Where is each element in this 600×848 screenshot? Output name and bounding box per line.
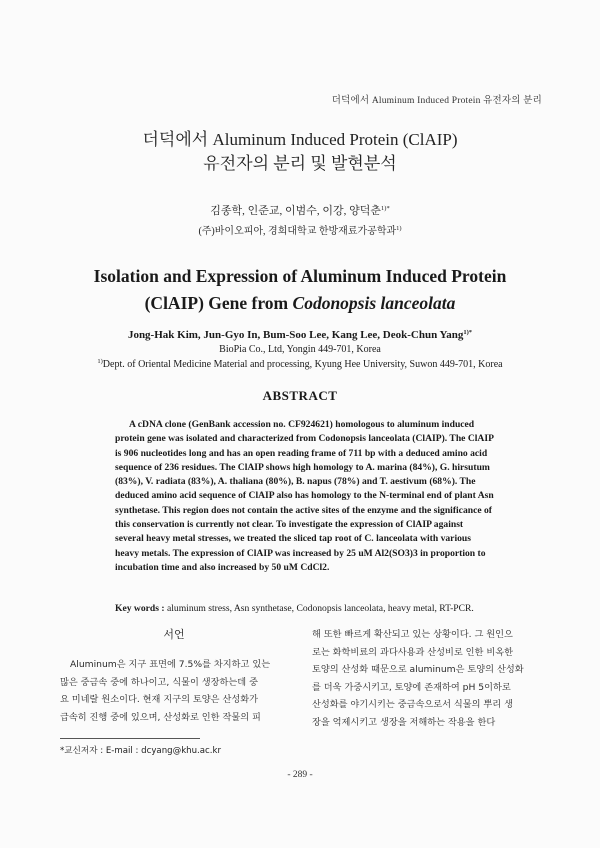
keywords	[115, 603, 515, 614]
body-line: 많은 중금속 중에 하나이고, 식물이 생장하는데 중	[60, 676, 258, 688]
left-column-text	[60, 656, 288, 726]
english-affiliation-1: BioPia Co., Ltd, Yongin 449-701, Korea	[219, 344, 381, 355]
english-authors-mark: 1)*	[463, 329, 473, 336]
abstract-line: A cDNA clone (GenBank accession no. CF924621) homologous to aluminum induced	[129, 419, 475, 430]
abstract-line: (83%), V. radiata (83%), A. thaliana (80%), B. napus (78%) and T. aestivum (68%). The	[115, 476, 476, 488]
footnote-rule	[60, 738, 200, 739]
right-column-text	[312, 626, 540, 731]
abstract-heading: ABSTRACT	[262, 388, 338, 403]
abstract-line: this conservation is currently not clear. To investigate the expression of ClAIP against	[115, 519, 464, 531]
korean-title-line-2: 유전자의 분리 및 발현분석	[203, 154, 397, 173]
abstract-line: protein gene was isolated and characterized from Codonopsis lanceolata (ClAIP). The ClAIP	[115, 433, 494, 445]
abstract-line: heavy metals. The expression of ClAIP was increased by 25 uM Al2(SO3)3 in proportion to	[115, 547, 486, 559]
english-affiliation-2-mark: 1)	[97, 358, 103, 365]
right-column	[312, 626, 540, 731]
english-authors	[0, 329, 600, 341]
korean-affiliation-mark: 1)	[396, 225, 402, 232]
body-line: Aluminum은 지구 표면에 7.5%를 차지하고 있는	[70, 659, 271, 670]
body-line: 장을 억제시키고 생장을 저해하는 작용을 한다	[312, 716, 496, 728]
page-number: - 289 -	[287, 770, 313, 780]
korean-authors-names: 김종학, 인준교, 이범수, 이강, 양덕춘	[210, 205, 382, 217]
korean-authors	[0, 202, 600, 218]
english-title-line-1: Isolation and Expression of Aluminum Induced Protein	[93, 266, 507, 286]
korean-affiliation	[0, 222, 600, 237]
body-line: 급속히 진행 중에 있으며, 산성화로 인한 작물의 피	[60, 711, 261, 723]
korean-title-line-1: 더덕에서 Aluminum Induced Protein (ClAIP)	[142, 130, 458, 149]
footnote: *교신저자 : E-mail : dcyang@khu.ac.kr	[60, 746, 222, 756]
abstract-body	[115, 418, 500, 575]
korean-affiliation-text: (주)바이오피아, 경희대학교 한방재료가공학과	[198, 226, 397, 237]
keywords-label: Key words :	[115, 603, 165, 614]
running-head: 더덕에서 Aluminum Induced Protein 유전자의 분리	[331, 96, 542, 106]
body-line: 요 미네랄 원소이다. 현재 지구의 토양은 산성화가	[60, 694, 258, 705]
english-title	[0, 263, 600, 317]
abstract-line: incubation time and also increased by 50 uM CdCl2.	[115, 561, 330, 573]
english-affiliation-2	[0, 359, 600, 370]
intro-heading: 서언	[163, 629, 185, 641]
korean-authors-mark: 1)*	[381, 205, 390, 212]
english-authors-names: Jong-Hak Kim, Jun-Gyo In, Bum-Soo Lee, Kang Lee, Deok-Chun Yang	[127, 329, 464, 341]
abstract-line: synthetase. This region does not contain the active sites of the enzyme and the significance of	[115, 504, 492, 516]
body-line: 산성화를 야기시키는 중금속으로서 식물의 뿌리 생	[312, 699, 513, 710]
body-line: 토양의 산성화 때문으로 aluminum은 토양의 산성화	[312, 664, 524, 675]
keywords-text: aluminum stress, Asn synthetase, Codonopsis lanceolata, heavy metal, RT-PCR.	[166, 603, 474, 614]
english-title-species: Codonopsis lanceolata	[292, 293, 456, 313]
abstract-line: sequence of 236 residues. The ClAIP shows high homology to A. marina (84%), G. hirsutum	[115, 461, 490, 473]
body-line: 해 또한 빠르게 확산되고 있는 상황이다. 그 원인으	[312, 629, 513, 640]
abstract-line: several heavy metal stresses, we treated the sliced tap root of C. lanceolata with various	[115, 533, 471, 545]
english-title-line-2	[0, 290, 600, 317]
body-line: 를 더욱 가중시키고, 토양에 존재하여 pH 5이하로	[312, 681, 511, 693]
body-line: 로는 화학비료의 과다사용과 산성비로 인한 비옥한	[312, 646, 513, 658]
left-column	[60, 620, 288, 726]
english-title-gene: (ClAIP) Gene from	[144, 293, 289, 313]
abstract-line: deduced amino acid sequence of ClAIP also has homology to the N-terminal end of plant Asn	[115, 490, 494, 502]
english-affiliation-2-text: Dept. of Oriental Medicine Material and processing, Kyung Hee University, Suwon 449-701, Korea	[102, 359, 503, 370]
abstract-line: is 906 nucleotides long and has an open reading frame of 711 bp with a deduced amino acid	[115, 447, 488, 459]
korean-title	[0, 128, 600, 176]
